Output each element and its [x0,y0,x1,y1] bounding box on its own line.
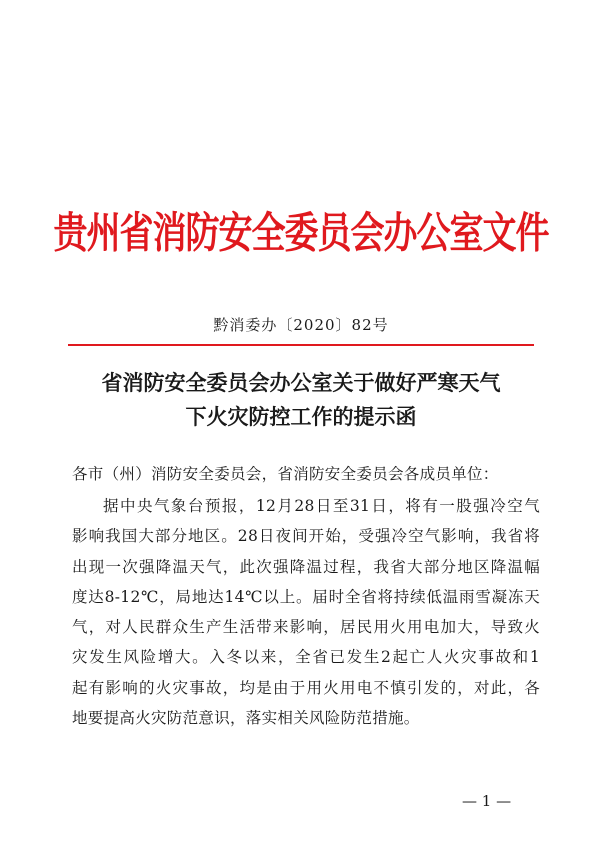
letter-title [0,366,602,434]
body-line: 起有影响的火灾事故，均是由于用火用电不慎引发的，对此，各 [72,678,540,697]
body-paragraph [72,491,540,733]
body-line: 地要提高火灾防范意识，落实相关风险防范措施。 [72,709,420,728]
red-divider-line [68,344,534,346]
body-line: 度达8-12℃，局地达14℃以上。届时全省将持续低温雨雪凝冻天 [72,587,540,606]
document-number: 黔消委办〔2020〕82号 [213,316,389,334]
body-line: 影响我国大部分地区。28日夜间开始，受强冷空气影响，我省将 [72,527,540,546]
page-number: — 1 — [462,792,512,810]
letter-title-line: 下火灾防控工作的提示函 [185,404,417,429]
addressee: 各市（州）消防安全委员会，省消防安全委员会各成员单位： [72,465,499,483]
body-line: 气，对人民群众生产生活带来影响，居民用火用电加大，导致火 [72,618,540,637]
document-header-title: 贵州省消防安全委员会办公室文件 [53,208,549,259]
letter-title-line: 省消防安全委员会办公室关于做好严寒天气 [101,370,501,395]
body-line: 据中央气象台预报，12月28日至31日，将有一股强冷空气 [103,497,540,515]
body-line: 出现一次强降温天气，此次强降温过程，我省大部分地区降温幅 [72,557,540,576]
body-line: 灾发生风险增大。入冬以来，全省已发生2起亡人火灾事故和1 [72,648,540,667]
